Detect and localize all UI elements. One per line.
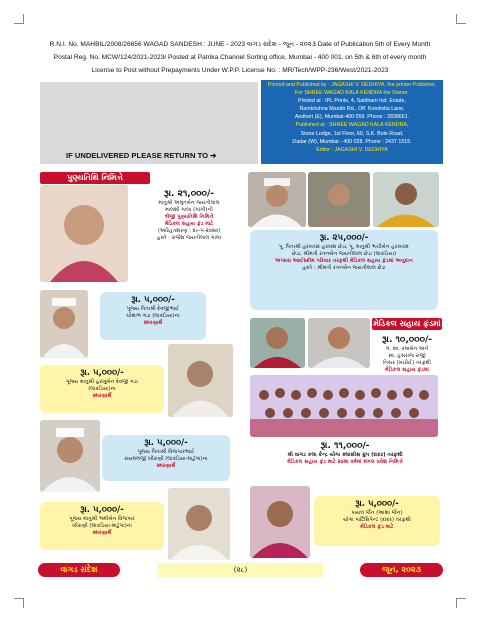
publisher-line: For SHREE WAGAD KALA KENDRA the Owner. [294,90,410,97]
publisher-line: Published at : SHREE WAGAD KALA KENDRA, [295,122,409,129]
undelivered-notice: IF UNDELIVERED PLEASE RETURN TO ➔ [66,151,217,160]
donation-text: મેડિકલ ફંડ માટે [360,524,394,530]
photo-portrait [168,488,230,560]
photo-portrait [40,420,100,492]
donation-text: ખીરાણી (લાકડિયા-માટુંગા)ના [72,523,132,529]
donation-block [314,496,440,546]
header-line-3: License to Post without Prepayments Under W.P.P. License No. : MR/Tech/WPP-236/West/2021-2023 [91,67,389,74]
donation-amount: રૂા. ૧૦,૦૦૦/- [381,335,433,345]
donation-text: ત્રીજી પુણ્યતિથિ નિમિત્તે [164,214,214,220]
donation-amount: રૂા. ૫,૦૦૦/- [131,295,175,305]
header-line-2: Postal Reg. No. MCW/124/2021-2023/ Posted at Patrika Channel Sorting office, Mumbai - 400 001. on 5th & 6th of every month [53,54,427,61]
footer-page-number: (૨૮) [158,563,323,577]
donation-block [250,440,440,466]
page-footer [38,563,443,577]
donation-text: પૂજ્ય પિતાશ્રી વિજપારભાઈ [137,449,195,455]
donation-amount: રૂા. ૫,૦૦૦/- [355,499,399,509]
footer-magazine-name: વાગડ સંદેશ [38,563,120,577]
donation-text: હસ્તે : રાજેશ જયંતીલાલ ગાલા [156,235,222,241]
footer-issue-date: જૂન, ૨૦૨૩ [360,563,443,577]
donation-amount: રૂા. ૧૧,૦૦૦/- [320,441,370,451]
photo-portrait [250,318,305,368]
donation-text: સ્મરણાર્થે [92,393,112,399]
photo-group-yoga-class [250,375,438,437]
donation-amount: રૂા. ૫,૦૦૦/- [80,505,124,515]
donation-block [100,292,206,340]
donation-block [372,334,442,374]
section-banner-punyatithi: પુણ્યતિથિ નિમિત્તે [40,172,150,184]
donation-amount: રૂા. ૫,૦૦૦/- [80,368,124,378]
donation-text: મેડિકલ સહાય ફંડમાં [385,367,429,373]
donation-text: માલશી ગાલા (ગાંગી)ની [165,207,213,213]
crop-mark-top-left [14,14,24,24]
publisher-line: Printed at : IPL Prints, 4, Saidham Ind. Estate, [298,98,406,105]
donation-text: છેડા, શ્રીમતી રતનબેન જયંતીલાલ છેડા (લાકડિયા) [291,251,397,257]
publisher-line: Ramkrishna Mandir Rd., Off. Kondivita Lane, [299,106,405,113]
photo-portrait [248,172,306,227]
photo-portrait [308,172,370,227]
donation-text: શ્રી વાગડ કલા કેન્દ્ર યોગા ક્લાસીસ ગ્રુપ (દાદર) તરફથી [287,452,403,458]
donation-text: (અરિહંતશરણ : ૨૯-૫-૨૦૨૦) [157,228,221,234]
publisher-line: Editor : JAGASHI V. DEDHIYA [316,146,388,153]
header-line-1: R.N.I. No. MAHBIL/2008/26656 WAGAD SANDESH : JUNE - 2023 વાગડ સંદેશ - જૂન - ૨૦૨૩ Date of Publication 5th of Every Month [49,41,431,48]
donation-text: માતુશ્રી અમૃતબેન જયંતીલાલ [158,200,220,206]
photo-portrait [308,318,370,368]
donation-text: પૂજ્ય માતુશ્રી હરખુબેન દેવજી ગડા [66,379,138,385]
donation-text: પાયલ જૈન (આશા જૈન) [351,510,403,516]
section-banner-medical: મેડિકલ સહાય ફંડમાં [373,319,441,328]
donation-text: અપ્સરા આઈસ્ક્રીમ પરિવાર તરફથી મેડિકલ સહાય ફંડમાં અનુદાન [275,258,413,264]
crop-mark-bottom-left [14,598,24,608]
publisher-line: Andheri (E), Mumbai-400 059. Phone : 2838661. [294,114,410,121]
donation-text: (લાકડિયા)ના [88,386,116,392]
donation-block [40,365,164,413]
crop-mark-bottom-right [456,598,466,608]
donation-text: ચોથાભ ગડા (લાકડિયા)ના [126,313,180,319]
donation-text: મેડિકલ સહાય ફંડ માટે [164,221,214,227]
photo-portrait [40,290,88,358]
donation-text: સ્મરણાર્થે [92,530,112,536]
publisher-line: Stone Lodge, 1st Floor, 69, S.K. Bole Road, [300,130,404,137]
donation-block [134,188,244,242]
donation-block [40,502,164,550]
donation-text: પૂજ્ય માતુશ્રી ભમીબેન વિજપાર [69,516,135,522]
donation-block [250,230,438,310]
donation-text: સ્મરણાર્થે [156,463,176,469]
publisher-line: Dadar (W), Mumbai - 400 028. Phone : 2437 1515. [292,138,412,145]
photo-portrait [168,344,233,417]
donation-text: પૂ. પિતાશ્રી હરખચંદ હરખશ છેડા, પૂ. માતુશ્રી ભચીબેન હરખચંદ [279,244,409,250]
donation-text: હસ્તે : શ્રીમતી રતનબેન જયંતીલાલ છેડા [302,265,386,271]
photo-portrait [40,185,128,282]
donation-amount: રૂા. ૫,૦૦૦/- [144,438,188,448]
donation-text: મેડિકલ સહાય ફંડ માટે ૨૦મા વર્ષમાં મંગલ પ્રવેશ નિમિત્તે [287,459,403,465]
donation-text: યોગા પાર્ટિસિપેન્ટ (દાદર) તરફથી [343,517,411,523]
donation-block [102,435,230,481]
donation-amount: રૂા. ૨૧,૦૦૦/- [164,189,214,199]
donation-text: પૂજ્ય પિતાશ્રી દેવજીભાઈ [126,306,180,312]
donation-text: રાયમલજી ખીરાણી (લાકડિયા-માટુંગા)ના [124,456,208,462]
photo-portrait [373,172,439,227]
donation-amount: રૂા. ૨૫,૦૦૦/- [319,233,369,243]
publisher-line: Printed and Published by : JAGASHI V. DEDHIYA, the printer-Publisher, [267,82,437,88]
donation-text: નિસર (ખારોઈ) તરફથી [382,360,432,366]
donation-text: સ્મરણાર્થે [143,320,163,326]
donation-text: સ્વ. હંસરાજ રાજી [388,353,426,359]
donation-text: ગં. સ્વ. રમાબેન અને [385,346,429,352]
photo-portrait [250,486,310,558]
publisher-box [261,80,443,164]
crop-mark-top-right [456,14,466,24]
